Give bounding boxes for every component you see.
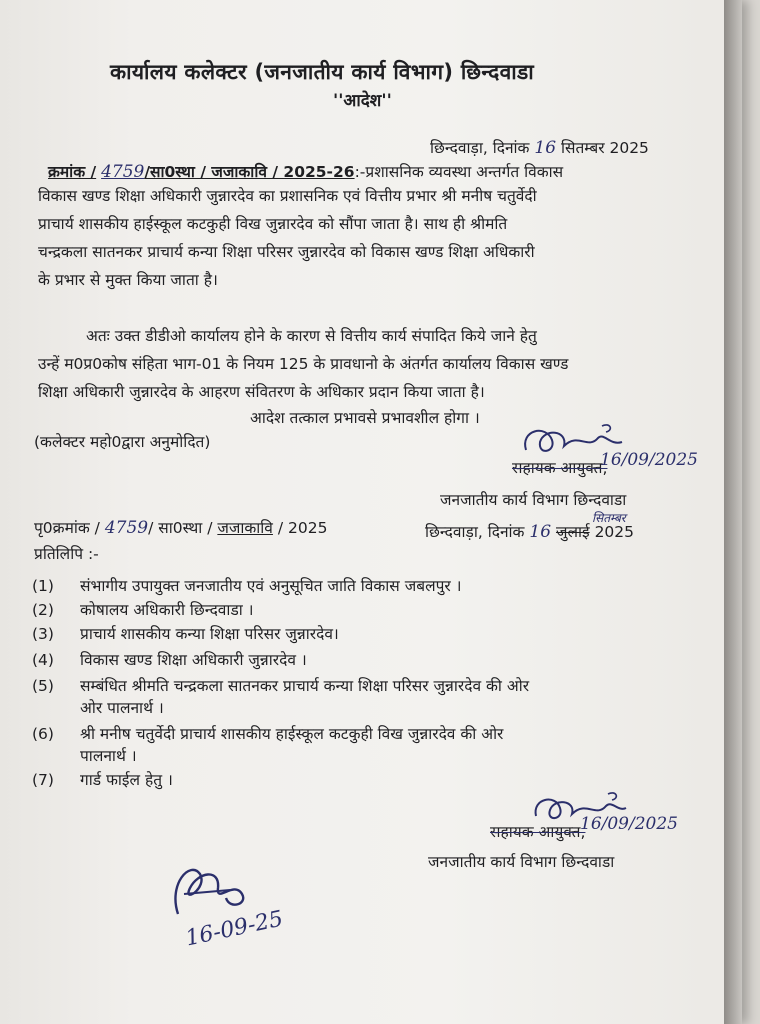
order-paragraph-1-line: प्राचार्य शासकीय हाईस्कूल कटकुही विख जुन्नारदेव को सौंपा जाता है। साथ ही श्रीमति	[38, 215, 508, 233]
list-item-number: (2)	[32, 601, 54, 619]
signature-2-date: 16/09/2025	[580, 814, 678, 834]
list-item: गार्ड फाईल हेतु ।	[80, 771, 173, 789]
list-item: विकास खण्ड शिक्षा अधिकारी जुन्नारदेव ।	[80, 651, 307, 669]
order-paragraph-1-line: के प्रभार से मुक्त किया जाता है।	[38, 271, 218, 289]
list-item: श्री मनीष चतुर्वेदी प्राचार्य शासकीय हाईस्कूल कटकुही विख जुन्नारदेव की ओर	[80, 725, 504, 743]
list-item-continuation: पालनार्थ ।	[80, 747, 137, 765]
order-reference: क्रमांक / 4759/सा0स्था / जजाकावि / 2025-26:-प्रशासनिक व्यवस्था अन्तर्गत विकास	[48, 162, 564, 182]
list-item: सम्बंधित श्रीमति चन्द्रकला सातनकर प्राचार्य कन्या शिक्षा परिसर जुन्नारदेव की ओर	[80, 677, 530, 695]
copy-to-label: प्रतिलिपि :-	[34, 545, 99, 563]
endorsement-date-correction: सितम्बर	[592, 511, 626, 525]
endorsement-date: छिन्दवाड़ा, दिनांक 16 जुलाई 2025	[425, 522, 635, 542]
list-item-number: (6)	[32, 725, 54, 743]
signature-1-title: सहायक आयुक्त,	[512, 459, 608, 477]
order-paragraph-2-line: अतः उक्त डीडीओ कार्यालय होने के कारण से वित्तीय कार्य संपादित किये जाने हेतु	[86, 327, 537, 345]
list-item-number: (7)	[32, 771, 54, 789]
list-item-number: (4)	[32, 651, 54, 669]
order-paragraph-2-line: उन्हें म0प्र0कोष संहिता भाग-01 के नियम 125 के प्रावधानो के अंतर्गत कार्यालय विकास खण्ड	[38, 355, 569, 373]
signature-2-department: जनजातीय कार्य विभाग छिन्दवाडा	[428, 853, 615, 871]
list-item-number: (1)	[32, 577, 54, 595]
office-title: कार्यालय कलेक्टर (जनजातीय कार्य विभाग) छिन्दवाडा	[110, 60, 534, 84]
order-paragraph-1-line: विकास खण्ड शिक्षा अधिकारी जुन्नारदेव का प्रशासनिक एवं वित्तीय प्रभार श्री मनीष चतुर्वेदी	[38, 187, 537, 205]
signature-2-title: सहायक आयुक्त,	[490, 823, 586, 841]
list-item-number: (5)	[32, 677, 54, 695]
signature-1-department: जनजातीय कार्य विभाग छिन्दवाडा	[440, 491, 627, 509]
list-item: संभागीय उपायुक्त जनजातीय एवं अनुसूचित जाति विकास जबलपुर ।	[80, 577, 462, 595]
order-effect: आदेश तत्काल प्रभावसे प्रभावशील होगा ।	[250, 409, 480, 427]
list-item: कोषालय अधिकारी छिन्दवाडा ।	[80, 601, 254, 619]
page-edge-shadow	[724, 0, 742, 1024]
signature-1-date: 16/09/2025	[600, 450, 698, 470]
order-paragraph-1-line: चन्द्रकला सातनकर प्राचार्य कन्या शिक्षा परिसर जुन्नारदेव को विकास खण्ड शिक्षा अधिकारी	[38, 243, 535, 261]
list-item-number: (3)	[32, 625, 54, 643]
order-date: छिन्दवाड़ा, दिनांक 16 सितम्बर 2025	[430, 138, 649, 158]
endorsement-reference: पृ0क्रमांक / 4759/ सा0स्था / जजाकावि / 2025	[34, 518, 328, 538]
order-paragraph-2-line: शिक्षा अधिकारी जुन्नारदेव के आहरण संवितरण के अधिकार प्रदान किया जाता है।	[38, 383, 485, 401]
approval-note: (कलेक्टर महो0द्वारा अनुमोदित)	[34, 433, 211, 451]
receipt-date: 16-09-25	[183, 906, 286, 952]
order-heading: ''आदेश''	[333, 91, 392, 111]
list-item-continuation: ओर पालनार्थ ।	[80, 699, 164, 717]
list-item: प्राचार्य शासकीय कन्या शिक्षा परिसर जुन्नारदेव।	[80, 625, 339, 643]
